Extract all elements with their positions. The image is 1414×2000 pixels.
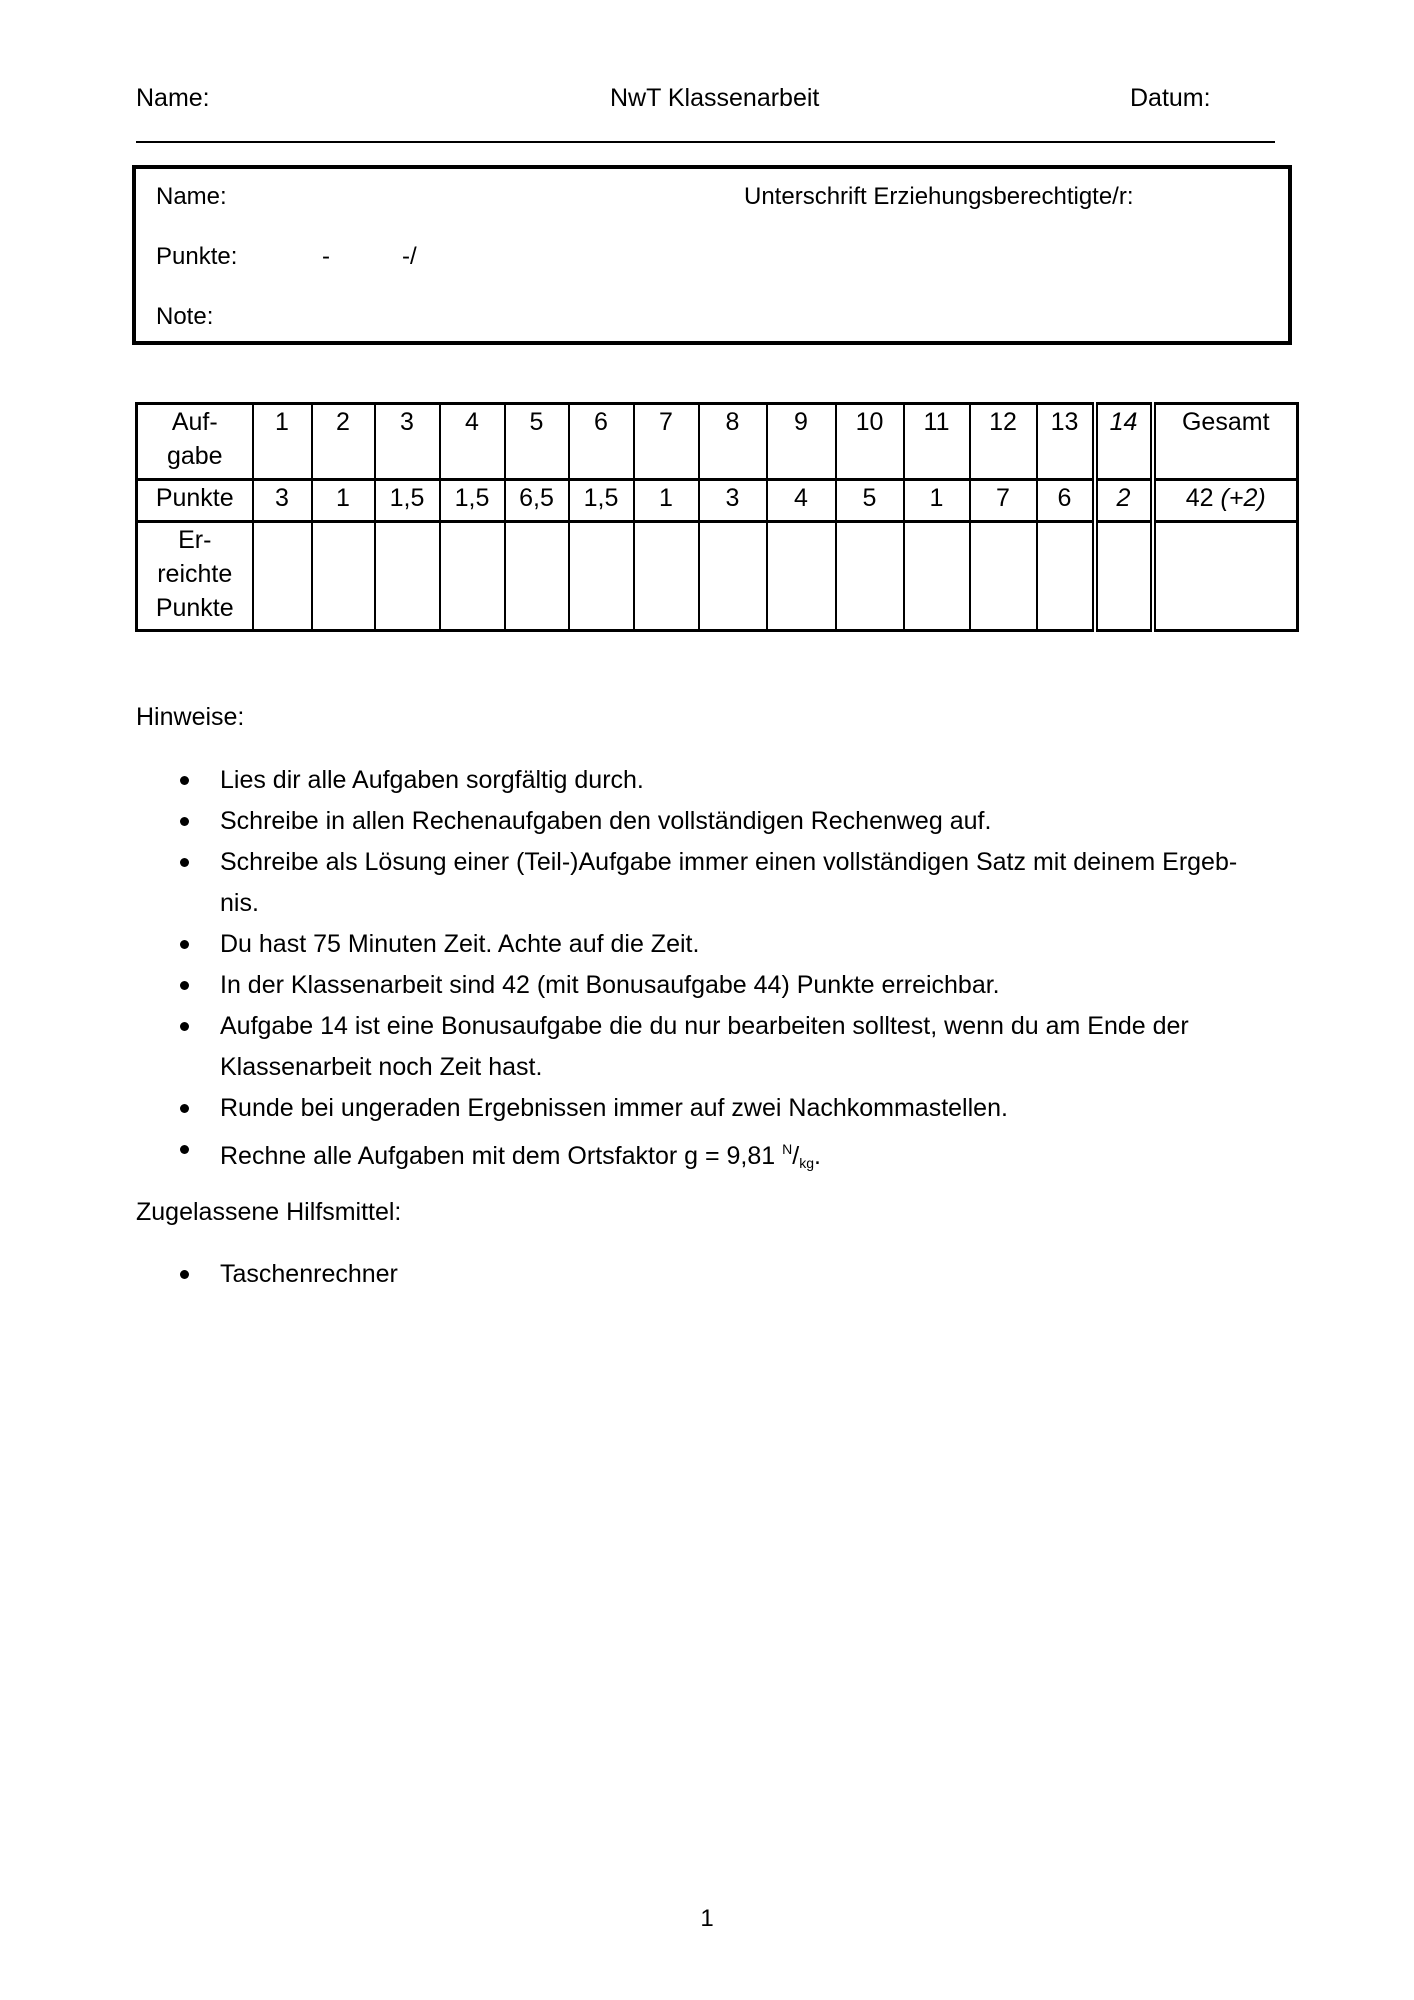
hint-text: Schreibe in allen Rechenaufgaben den vollständigen Rechenweg auf. xyxy=(220,807,992,835)
hint-text: In der Klassenarbeit sind 42 (mit Bonusaufgabe 44) Punkte erreichbar. xyxy=(220,971,1000,999)
task-cell: 6 xyxy=(569,404,634,480)
achieved-cell[interactable] xyxy=(440,522,505,631)
achieved-label-line1: Er- xyxy=(178,526,212,554)
achieved-bonus-cell[interactable] xyxy=(1095,522,1153,631)
info-name-label: Name: xyxy=(156,183,227,210)
points-cell: 1 xyxy=(634,480,699,522)
achieved-total-cell[interactable] xyxy=(1153,522,1298,631)
aids-title: Zugelassene Hilfsmittel: xyxy=(136,1198,402,1226)
points-cell: 4 xyxy=(767,480,836,522)
achieved-label-line2: reichte xyxy=(157,559,233,588)
task-cell: 4 xyxy=(440,404,505,480)
hint-text: Rechne alle Aufgaben mit dem Ortsfaktor g = 9,81 xyxy=(220,1142,783,1170)
task-cell: 8 xyxy=(699,404,767,480)
bullet-icon xyxy=(180,1022,189,1031)
hint-text: Schreibe als Lösung einer (Teil-)Aufgabe immer einen vollständigen Satz mit deinem Ergeb- xyxy=(220,848,1238,876)
achieved-label-line3: Punkte xyxy=(155,593,234,622)
achieved-cell[interactable] xyxy=(836,522,904,631)
points-table xyxy=(135,402,1299,632)
info-signature-label: Unterschrift Erziehungsberechtigte/r: xyxy=(744,183,1134,210)
points-cell: 6,5 xyxy=(505,480,569,522)
task-cell: 11 xyxy=(904,404,970,480)
task-header-cell xyxy=(137,404,253,480)
list-item xyxy=(0,1254,1280,1295)
list-item xyxy=(0,1006,1280,1088)
points-cell: 5 xyxy=(836,480,904,522)
aids-list xyxy=(0,1254,1414,1295)
header-name-label: Name: xyxy=(136,84,210,112)
table-row-achieved xyxy=(137,522,1298,631)
bonus-task-cell: 14 xyxy=(1095,404,1153,480)
list-item xyxy=(0,1088,1280,1129)
hint-text: Aufgabe 14 ist eine Bonusaufgabe die du nur bearbeiten solltest, wenn du am Ende der xyxy=(220,1012,1189,1040)
points-cell: 3 xyxy=(699,480,767,522)
achieved-cell[interactable] xyxy=(505,522,569,631)
achieved-cell[interactable] xyxy=(569,522,634,631)
points-cell: 1 xyxy=(312,480,375,522)
list-item xyxy=(0,760,1280,801)
hint-text-continued: nis. xyxy=(220,889,259,917)
table-row-tasks xyxy=(137,404,1298,480)
hints-title: Hinweise: xyxy=(136,703,245,731)
bullet-icon xyxy=(180,1145,189,1154)
task-cell: 12 xyxy=(970,404,1037,480)
task-cell: 9 xyxy=(767,404,836,480)
achieved-cell[interactable] xyxy=(375,522,440,631)
header-underline xyxy=(136,141,1275,143)
unit-slash: / xyxy=(792,1142,800,1170)
achieved-cell[interactable] xyxy=(699,522,767,631)
total-points-value: 42 xyxy=(1185,484,1214,512)
student-info-box xyxy=(132,165,1292,345)
bullet-icon xyxy=(180,817,189,826)
list-item xyxy=(0,965,1280,1006)
aid-text: Taschenrechner xyxy=(220,1260,398,1288)
list-item xyxy=(0,801,1280,842)
points-cell: 1 xyxy=(904,480,970,522)
list-item xyxy=(0,924,1280,965)
task-cell: 13 xyxy=(1037,404,1095,480)
bullet-icon xyxy=(180,1270,189,1279)
hints-list xyxy=(0,760,1414,1184)
task-cell: 2 xyxy=(312,404,375,480)
bullet-icon xyxy=(180,1104,189,1113)
hint-text: Runde bei ungeraden Ergebnissen immer auf zwei Nachkommastellen. xyxy=(220,1094,1008,1122)
task-cell: 5 xyxy=(505,404,569,480)
task-cell: 1 xyxy=(253,404,312,480)
table-row-points xyxy=(137,480,1298,522)
page-header xyxy=(136,84,1276,120)
achieved-cell[interactable] xyxy=(312,522,375,631)
bonus-points-cell: 2 xyxy=(1095,480,1153,522)
achieved-cell[interactable] xyxy=(767,522,836,631)
points-label-cell: Punkte xyxy=(137,480,253,522)
points-cell: 3 xyxy=(253,480,312,522)
page-number: 1 xyxy=(700,1905,714,1932)
task-cell: 3 xyxy=(375,404,440,480)
task-header-line1: Auf- xyxy=(171,408,218,436)
task-cell: 7 xyxy=(634,404,699,480)
info-grade-label: Note: xyxy=(156,303,214,330)
achieved-cell[interactable] xyxy=(904,522,970,631)
points-cell: 1,5 xyxy=(375,480,440,522)
achieved-cell[interactable] xyxy=(1037,522,1095,631)
bullet-icon xyxy=(180,776,189,785)
points-cell: 7 xyxy=(970,480,1037,522)
unit-denominator: kg xyxy=(799,1155,814,1171)
header-title: NwT Klassenarbeit xyxy=(610,84,820,112)
unit-numerator: N xyxy=(782,1141,793,1157)
hint-text: Lies dir alle Aufgaben sorgfältig durch. xyxy=(220,766,644,794)
points-cell: 6 xyxy=(1037,480,1095,522)
unit-period: . xyxy=(814,1142,821,1170)
header-date-label: Datum: xyxy=(1130,84,1211,112)
bullet-icon xyxy=(180,981,189,990)
points-cell: 1,5 xyxy=(440,480,505,522)
hint-text-continued: Klassenarbeit noch Zeit hast. xyxy=(220,1053,543,1081)
hint-text: Du hast 75 Minuten Zeit. Achte auf die Zeit. xyxy=(220,930,700,958)
total-points-cell xyxy=(1153,480,1298,522)
list-item xyxy=(0,1129,1280,1184)
task-cell: 10 xyxy=(836,404,904,480)
achieved-cell[interactable] xyxy=(634,522,699,631)
total-header-cell: Gesamt xyxy=(1153,404,1298,480)
bullet-icon xyxy=(180,940,189,949)
points-cell: 1,5 xyxy=(569,480,634,522)
info-points-dash: - xyxy=(322,243,330,270)
achieved-cell[interactable] xyxy=(253,522,312,631)
total-bonus-value: (+2) xyxy=(1220,484,1266,512)
achieved-label-cell xyxy=(137,522,253,631)
info-points-label: Punkte: xyxy=(156,243,238,270)
achieved-cell[interactable] xyxy=(970,522,1037,631)
bullet-icon xyxy=(180,858,189,867)
list-item xyxy=(0,842,1280,924)
task-header-line2: gabe xyxy=(166,441,223,470)
info-points-max: -/ xyxy=(402,243,417,270)
